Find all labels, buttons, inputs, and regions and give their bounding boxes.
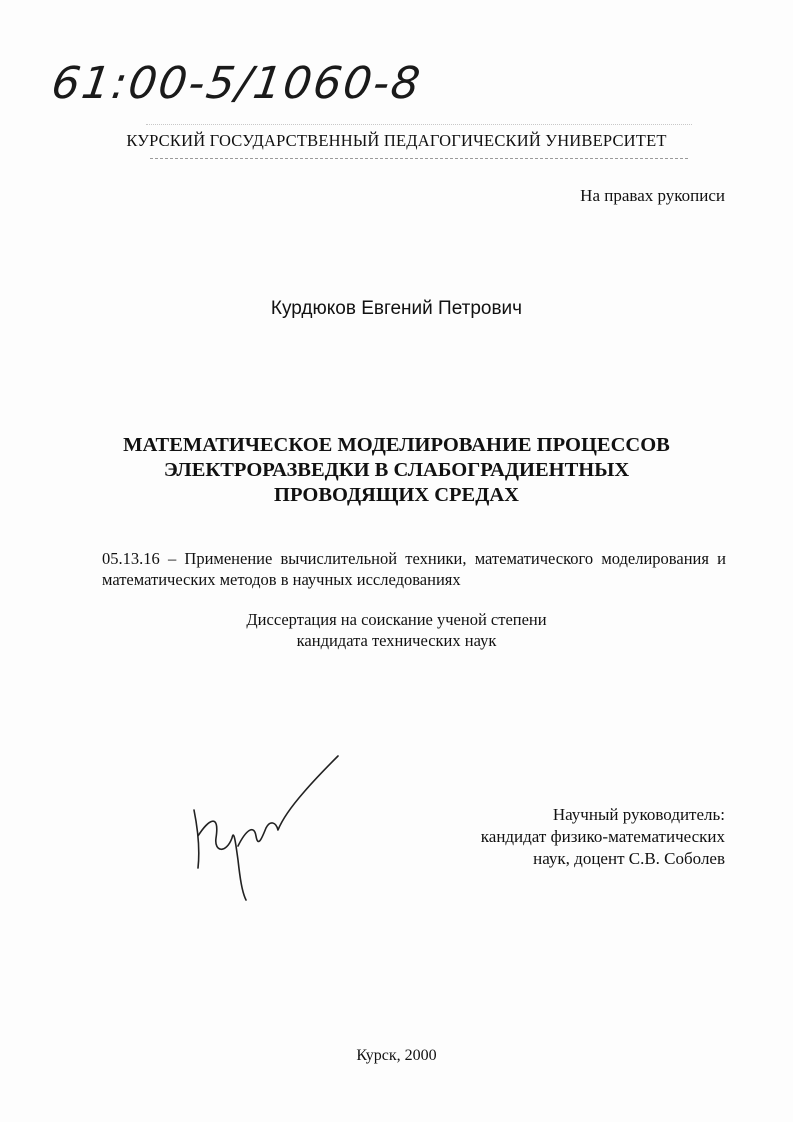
- scientific-supervisor: [481, 804, 725, 870]
- city-year: Курск, 2000: [356, 1047, 437, 1064]
- degree-line: кандидата технических наук: [296, 631, 497, 650]
- top-scan-rule: [146, 124, 692, 125]
- supervisor-line: наук, доцент С.В. Соболев: [533, 849, 725, 868]
- dissertation-title: [60, 433, 733, 508]
- degree-line: Диссертация на соискание ученой степени: [246, 610, 547, 629]
- author-signature: [186, 750, 346, 910]
- author-name: Курдюков Евгений Петрович: [270, 298, 523, 319]
- university-underline: [150, 158, 688, 159]
- title-line: ЭЛЕКТРОРАЗВЕДКИ В СЛАБОГРАДИЕНТНЫХ: [163, 459, 630, 481]
- university-name: КУРСКИЙ ГОСУДАРСТВЕННЫЙ ПЕДАГОГИЧЕСКИЙ УНИВЕРСИТЕТ: [126, 131, 667, 150]
- supervisor-line: Научный руководитель:: [552, 805, 725, 824]
- rights-notice: На правах рукописи: [580, 186, 725, 205]
- title-line: ПРОВОДЯЩИХ СРЕДАХ: [274, 484, 519, 506]
- specialty-code: 05.13.16 – Применение вычислительной техники, математического моделирования и математических методов в научных исследованиях: [102, 549, 726, 589]
- degree-statement: [0, 609, 793, 651]
- handwritten-catalog-code: 61:00-5/1060-8: [48, 58, 425, 109]
- title-line: МАТЕМАТИЧЕСКОЕ МОДЕЛИРОВАНИЕ ПРОЦЕССОВ: [123, 434, 670, 456]
- supervisor-line: кандидат физико-математических: [480, 827, 725, 846]
